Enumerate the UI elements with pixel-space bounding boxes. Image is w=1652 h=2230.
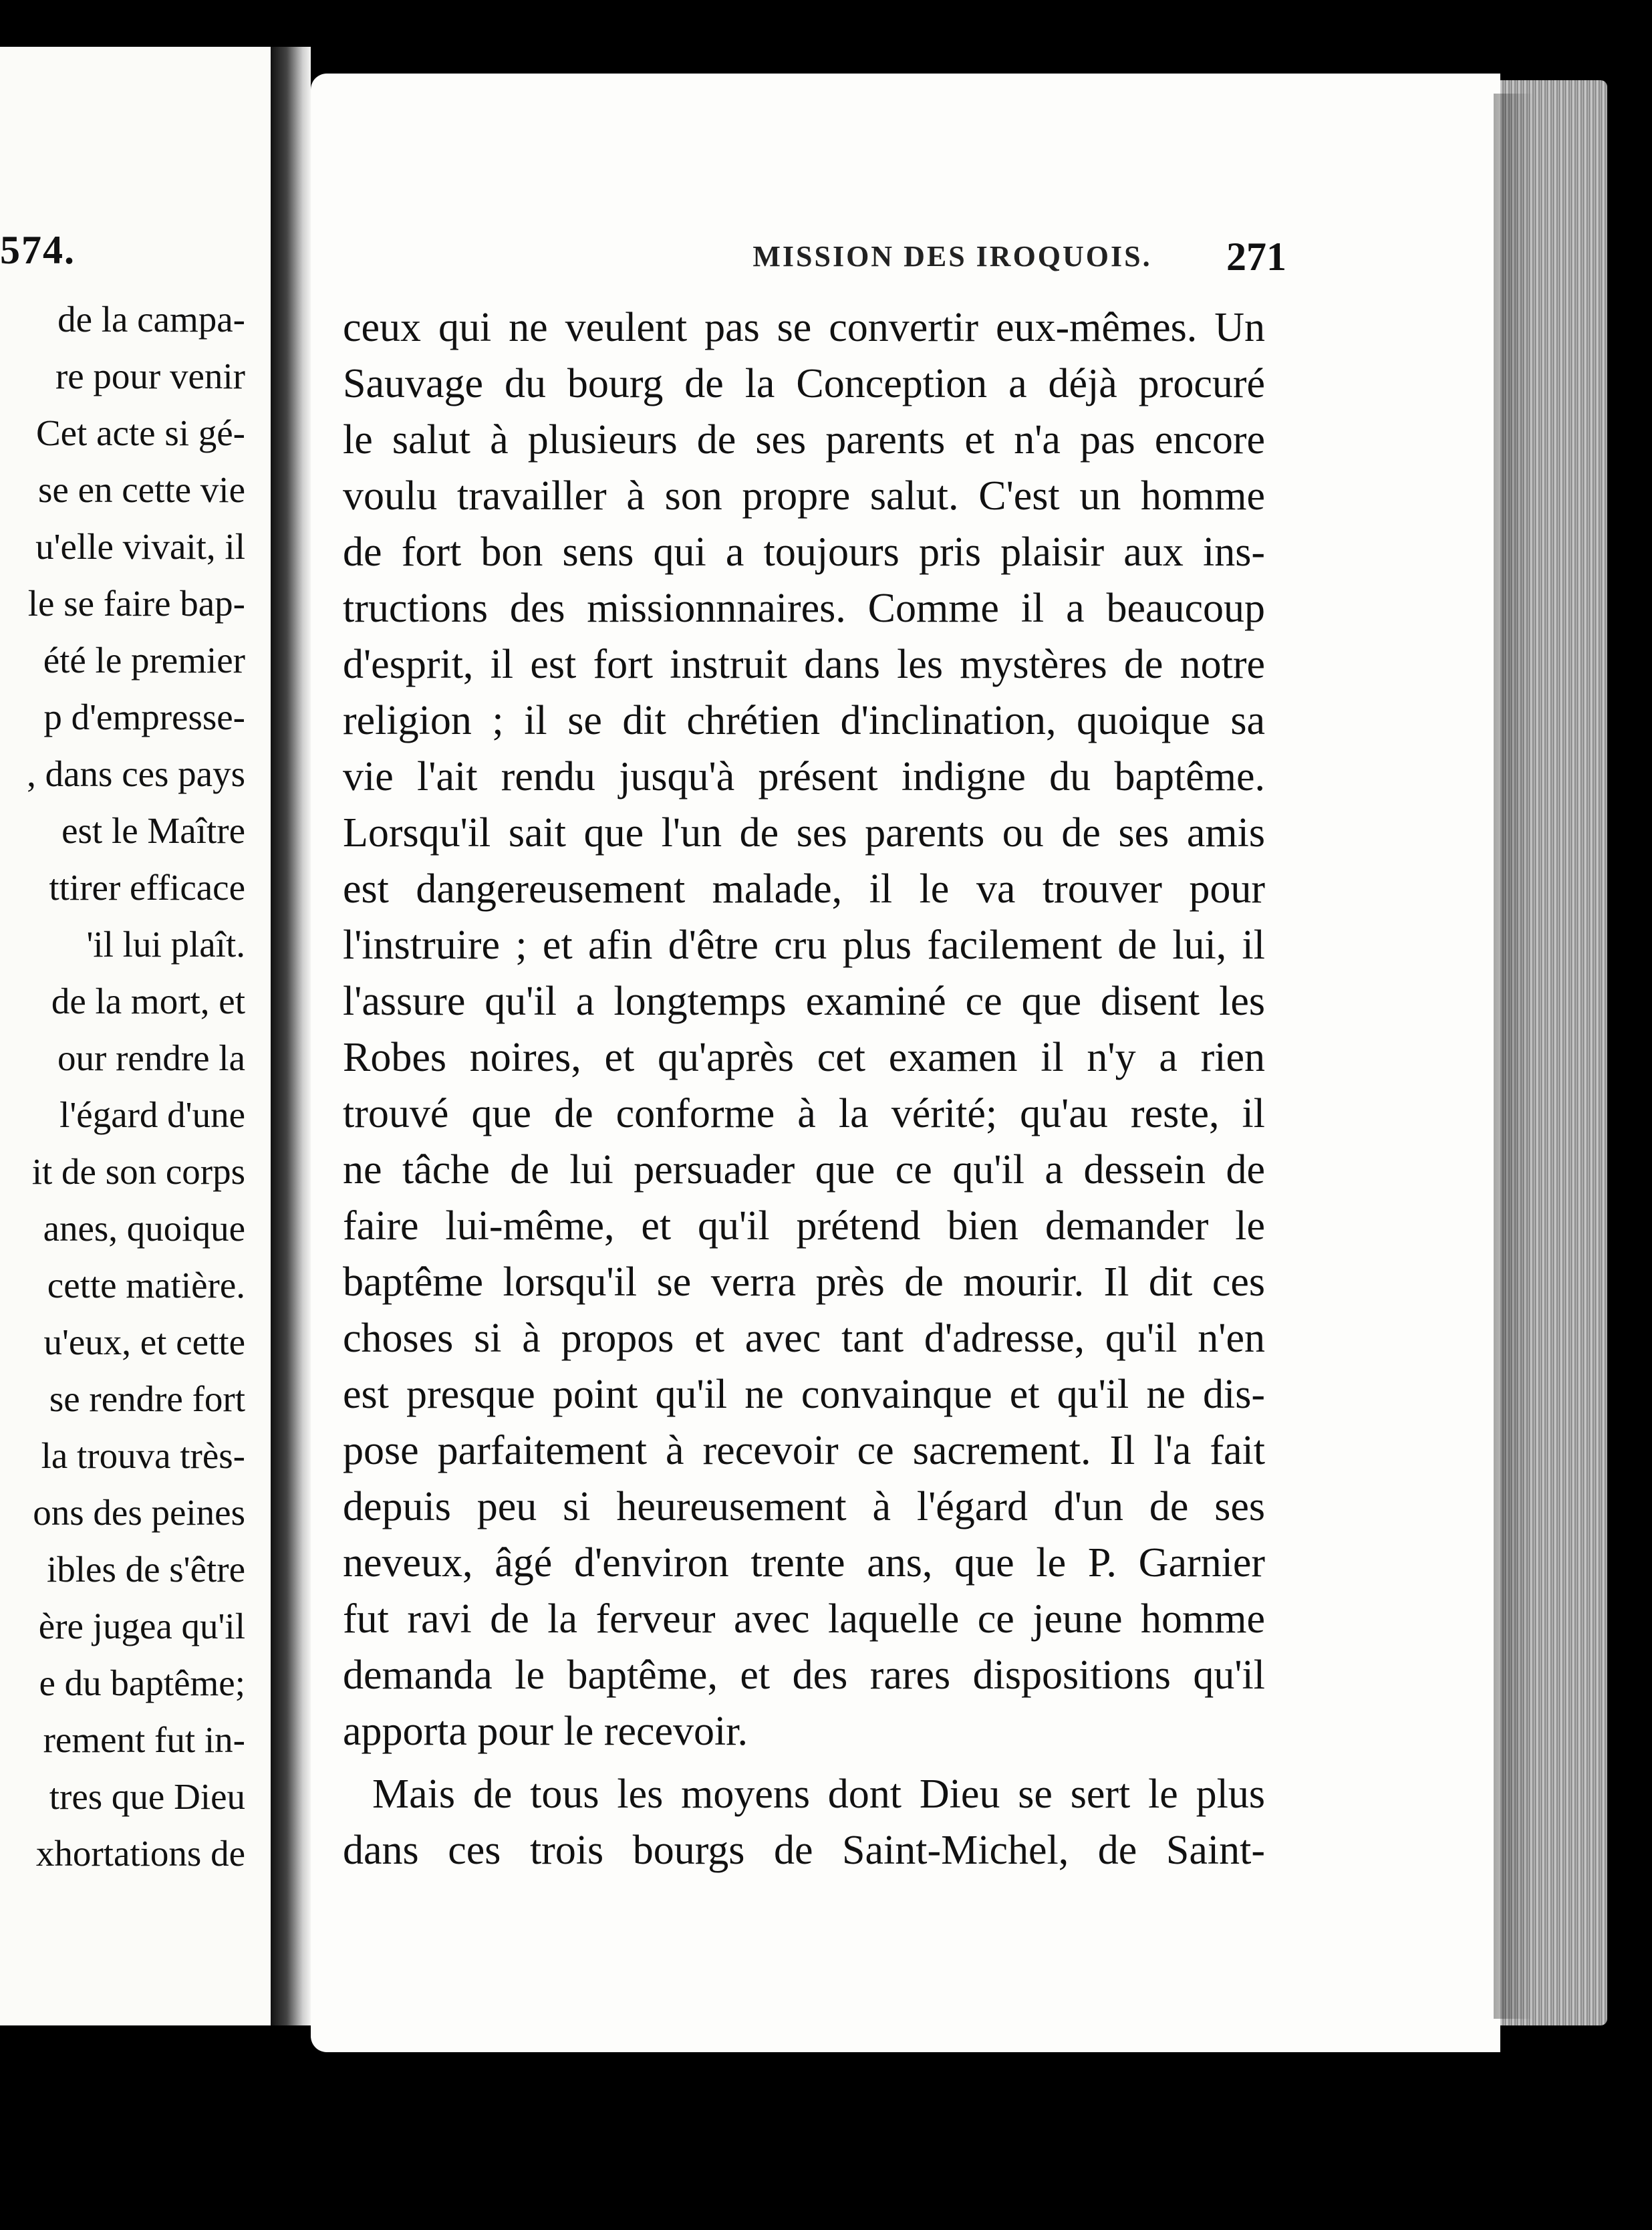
page-edge-shadow bbox=[1494, 94, 1534, 2019]
text-line: pose parfaitement à recevoir ce sacrement. Il l'a fait bbox=[343, 1428, 1265, 1473]
left-text-line: le se faire bap- bbox=[27, 583, 245, 624]
left-text-line: u'elle vivait, il bbox=[35, 526, 245, 567]
book-gutter bbox=[271, 47, 311, 2025]
text-line: Mais de tous les moyens dont Dieu se sert le plus bbox=[372, 1771, 1265, 1817]
text-line: le salut à plusieurs de ses parents et n'a pas encore bbox=[343, 417, 1265, 463]
text-line: est dangereusement malade, il le va trouver pour bbox=[343, 866, 1265, 912]
left-text-line: , dans ces pays bbox=[27, 753, 245, 794]
page-number: 271 bbox=[1226, 235, 1286, 279]
left-text-line: rement fut in- bbox=[43, 1719, 245, 1760]
text-line: fut ravi de la ferveur avec laquelle ce jeune homme bbox=[343, 1596, 1265, 1642]
text-line: ceux qui ne veulent pas se convertir eux-mêmes. Un bbox=[343, 305, 1265, 350]
body-text bbox=[311, 74, 1500, 2052]
text-line: est presque point qu'il ne convainque et qu'il ne dis- bbox=[343, 1372, 1265, 1417]
left-text-line: l'égard d'une bbox=[59, 1094, 245, 1135]
left-text-line: se rendre fort bbox=[49, 1378, 245, 1419]
left-text-line: se en cette vie bbox=[38, 469, 245, 510]
text-line: apporta pour le recevoir. bbox=[343, 1709, 748, 1754]
left-text-line: anes, quoique bbox=[43, 1208, 245, 1249]
text-line: depuis peu si heureusement à l'égard d'un de ses bbox=[343, 1484, 1265, 1529]
text-line: religion ; il se dit chrétien d'inclination, quoique sa bbox=[343, 698, 1265, 743]
left-text-line: de la mort, et bbox=[51, 981, 245, 1021]
text-line: d'esprit, il est fort instruit dans les mystères de notre bbox=[343, 642, 1265, 687]
text-line: neveux, âgé d'environ trente ans, que le P. Garnier bbox=[343, 1540, 1265, 1586]
text-line: Robes noires, et qu'après cet examen il n'y a rien bbox=[343, 1035, 1265, 1080]
text-line: faire lui-même, et qu'il prétend bien demander le bbox=[343, 1203, 1265, 1249]
left-text-line: ibles de s'être bbox=[46, 1549, 245, 1590]
left-text-line: e du baptême; bbox=[39, 1662, 245, 1703]
text-line: trouvé que de conforme à la vérité; qu'au reste, il bbox=[343, 1091, 1265, 1136]
left-text-line: p d'empresse- bbox=[43, 697, 245, 737]
text-line: l'assure qu'il a longtemps examiné ce que disent les bbox=[343, 979, 1265, 1024]
running-head: MISSION DES IROQUOIS. bbox=[752, 240, 1152, 273]
left-text-line: re pour venir bbox=[55, 356, 245, 396]
left-text-line: de la campa- bbox=[57, 299, 245, 340]
left-page-fragment bbox=[0, 47, 273, 2025]
text-line: baptême lorsqu'il se verra près de mourir. Il dit ces bbox=[343, 1259, 1265, 1305]
text-line: vie l'ait rendu jusqu'à présent indigne du baptême. bbox=[343, 754, 1265, 799]
left-text-line: ère jugea qu'il bbox=[38, 1606, 245, 1646]
text-line: l'instruire ; et afin d'être cru plus facilement de lui, il bbox=[343, 922, 1265, 968]
text-line: voulu travailler à son propre salut. C'est un homme bbox=[343, 473, 1265, 519]
left-text-line: 'il lui plaît. bbox=[86, 924, 245, 965]
left-text-line: la trouva très- bbox=[41, 1435, 245, 1476]
left-text-line: ons des peines bbox=[33, 1492, 245, 1533]
text-line: ne tâche de lui persuader que ce qu'il a dessein de bbox=[343, 1147, 1265, 1193]
text-line: dans ces trois bourgs de Saint-Michel, de Saint- bbox=[343, 1828, 1265, 1873]
text-line: de fort bon sens qui a toujours pris plaisir aux ins- bbox=[343, 529, 1265, 575]
left-text-line: cette matière. bbox=[47, 1265, 245, 1306]
text-line: choses si à propos et avec tant d'adresse, qu'il n'en bbox=[343, 1316, 1265, 1361]
left-page-number: 574. bbox=[0, 228, 76, 272]
left-text-line: tres que Dieu bbox=[49, 1776, 245, 1817]
text-line: Sauvage du bourg de la Conception a déjà procuré bbox=[343, 361, 1265, 406]
text-line: tructions des missionnnaires. Comme il a beaucoup bbox=[343, 586, 1265, 631]
left-text-line: est le Maître bbox=[61, 810, 245, 851]
left-text-line: ttirer efficace bbox=[49, 867, 245, 908]
left-text-line: xhortations de bbox=[35, 1833, 245, 1874]
left-text-line: Cet acte si gé- bbox=[35, 412, 245, 453]
left-text-line: it de son corps bbox=[31, 1151, 245, 1192]
text-line: Lorsqu'il sait que l'un de ses parents ou de ses amis bbox=[343, 810, 1265, 856]
left-text-line: été le premier bbox=[43, 640, 245, 680]
text-line: demanda le baptême, et des rares dispositions qu'il bbox=[343, 1652, 1265, 1698]
left-text-line: our rendre la bbox=[57, 1037, 245, 1078]
right-page bbox=[311, 74, 1500, 2052]
left-text-line: u'eux, et cette bbox=[43, 1322, 245, 1362]
